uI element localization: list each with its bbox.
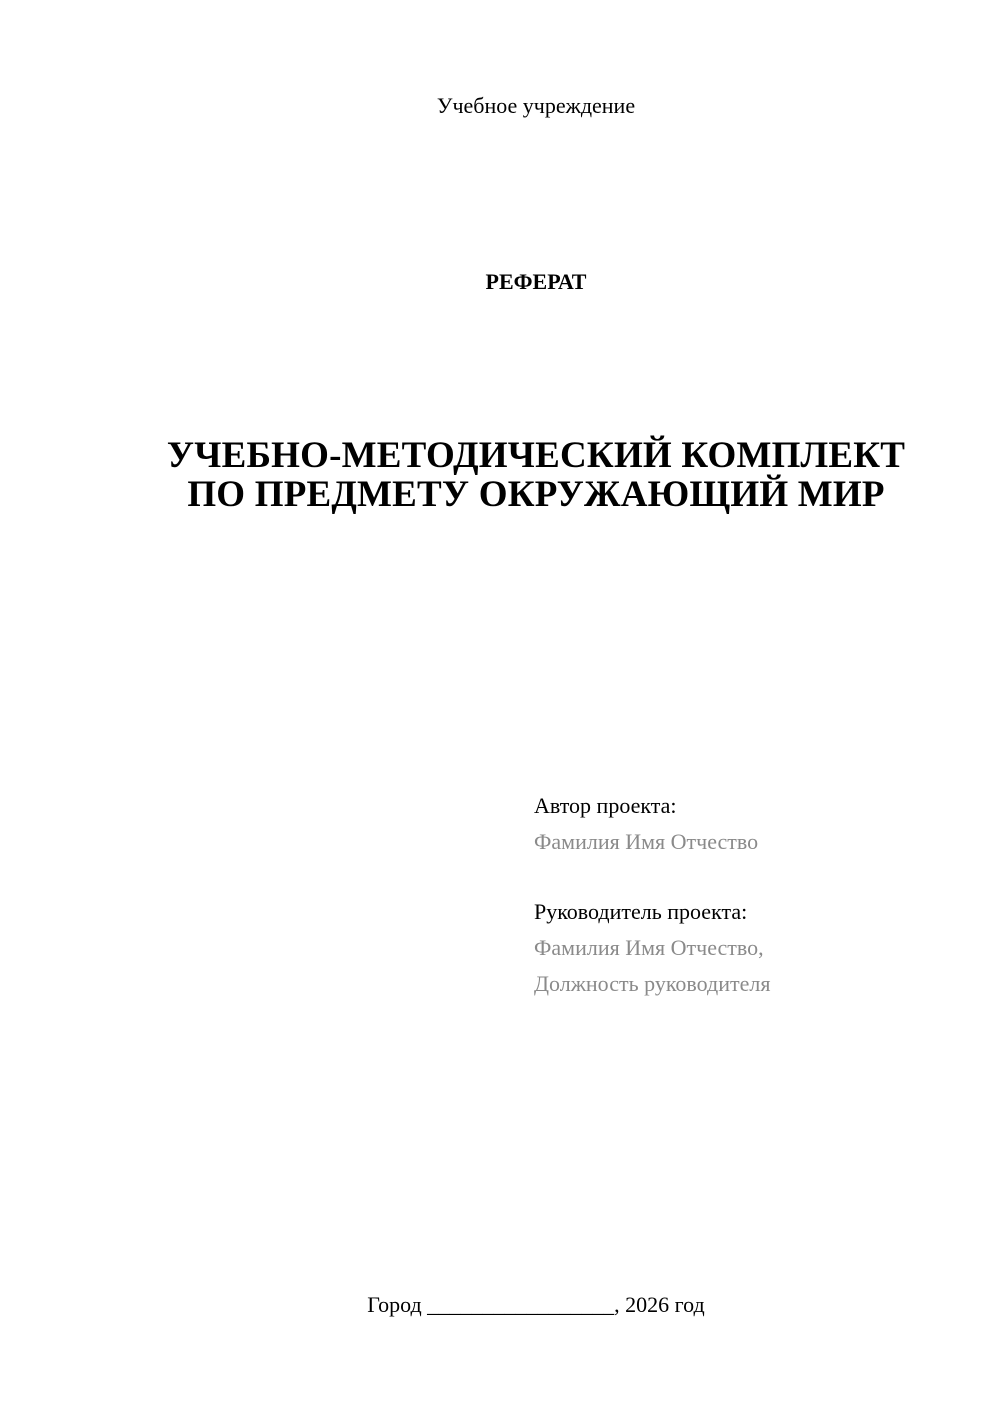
author-label: Автор проекта: — [534, 793, 677, 818]
document-title — [72, 436, 1000, 514]
supervisor-label: Руководитель проекта: — [534, 899, 748, 924]
author-name: Фамилия Имя Отчество — [534, 829, 759, 854]
city-year-line: Город _________________, 2026 год — [367, 1292, 705, 1317]
supervisor-name: Фамилия Имя Отчество, — [534, 935, 764, 960]
title-line-2: ПО ПРЕДМЕТУ ОКРУЖАЮЩИЙ МИР — [187, 474, 885, 515]
project-info — [534, 788, 974, 1002]
supervisor-position: Должность руководителя — [534, 971, 771, 996]
document-type: РЕФЕРАТ — [485, 269, 587, 294]
info-spacer — [534, 860, 974, 894]
title-line-1: УЧЕБНО-МЕТОДИЧЕСКИЙ КОМПЛЕКТ — [166, 435, 906, 476]
institution-name: Учебное учреждение — [436, 93, 636, 118]
